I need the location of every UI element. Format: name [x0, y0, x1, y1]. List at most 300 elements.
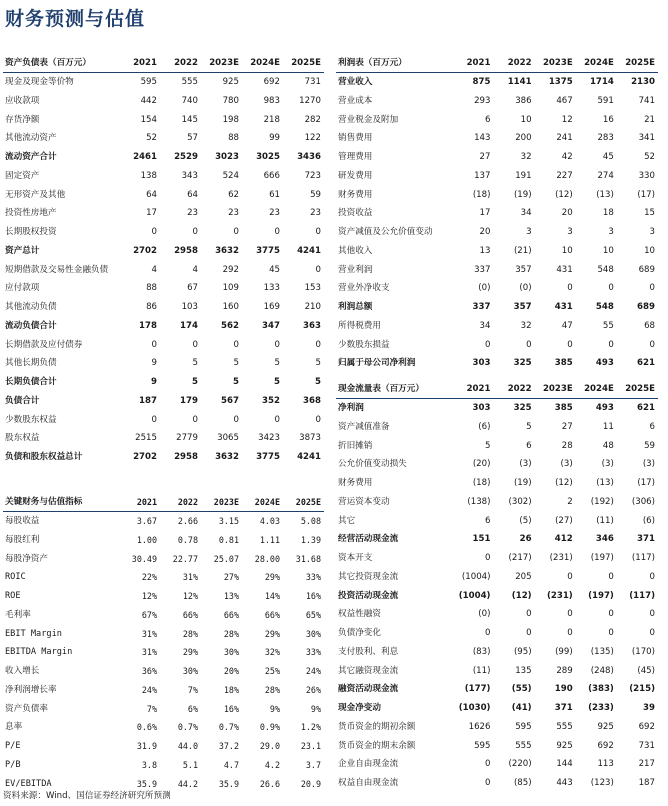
table-row — [3, 354, 324, 373]
cell-value: 292 — [222, 264, 239, 275]
cell-value: (19) — [513, 189, 532, 200]
table-row — [3, 167, 324, 186]
cell-value: 0 — [151, 339, 157, 350]
cell-value: 4.2 — [264, 759, 280, 770]
row-label: 财务费用 — [338, 189, 373, 200]
cell-value: 20 — [479, 227, 491, 238]
table-row — [3, 335, 324, 354]
cell-value: 555 — [181, 77, 198, 88]
row-label: 资产负债率 — [5, 703, 48, 714]
table-row — [3, 549, 324, 568]
table-row — [336, 511, 658, 530]
cell-value: 692 — [597, 740, 614, 751]
cell-value: 368 — [303, 395, 321, 406]
year-header: 2023E — [201, 54, 242, 73]
cell-value: 0 — [526, 609, 532, 620]
table-row — [3, 662, 324, 681]
cell-value: 31.9 — [136, 741, 157, 752]
cell-value: 4.7 — [223, 759, 239, 770]
cell-value: 151 — [472, 534, 491, 545]
cell-value: 689 — [637, 302, 655, 313]
cell-value: (170) — [631, 646, 655, 657]
table-row — [336, 279, 658, 298]
cell-value: 154 — [140, 114, 157, 125]
cell-value: 3.7 — [305, 759, 321, 770]
cell-value: 493 — [595, 403, 614, 414]
cell-value: 66% — [264, 609, 280, 620]
row-label: 其他流动负债 — [5, 302, 57, 313]
row-label: 经营活动现金流 — [338, 534, 399, 545]
table-row — [336, 643, 658, 662]
cell-value: 29% — [264, 572, 280, 583]
cell-value: 0 — [274, 414, 280, 425]
cell-value: 17 — [479, 208, 491, 219]
cell-value: 692 — [638, 721, 655, 732]
cell-value: 595 — [474, 740, 491, 751]
table-row — [336, 680, 658, 699]
cell-value: 0 — [151, 414, 157, 425]
table-row — [336, 298, 658, 317]
cell-value: 0 — [526, 628, 532, 639]
cell-value: 48 — [602, 440, 614, 451]
cell-value: 190 — [554, 684, 573, 695]
cell-value: 0.9% — [259, 722, 280, 733]
cell-value: 0 — [649, 609, 655, 620]
cell-value: 200 — [515, 133, 532, 144]
cell-value: 27 — [479, 152, 491, 163]
row-label: 每股净资产 — [5, 553, 48, 564]
year-header: 2022 — [160, 54, 201, 73]
cell-value: 10 — [520, 114, 532, 125]
cell-value: 621 — [637, 358, 655, 369]
table-row — [336, 493, 658, 512]
cell-value: 5 — [192, 377, 198, 388]
cell-value: 143 — [474, 133, 491, 144]
row-label: EBITDA Margin — [5, 647, 73, 658]
table-header-row — [3, 54, 324, 73]
cell-value: 3873 — [299, 433, 321, 444]
cell-value: 2779 — [176, 433, 198, 444]
cell-value: 30% — [182, 666, 198, 677]
year-header: 2021 — [119, 54, 160, 73]
cell-value: 1626 — [468, 721, 491, 732]
cell-value: 160 — [222, 302, 239, 313]
cell-value: (217) — [508, 553, 532, 564]
cell-value: 0 — [485, 553, 491, 564]
row-label: 长期负债合计 — [5, 377, 57, 388]
table-row — [3, 73, 324, 92]
cell-value: (177) — [464, 684, 491, 695]
cell-value: 346 — [595, 534, 614, 545]
cell-value: (231) — [546, 590, 573, 601]
cell-value: 25.07 — [213, 553, 239, 564]
cell-value: (306) — [631, 496, 655, 507]
cell-value: 3423 — [258, 433, 280, 444]
cell-value: 0 — [608, 339, 614, 350]
table-row — [3, 129, 324, 148]
table-row — [336, 399, 658, 418]
cell-value: 337 — [474, 264, 491, 275]
cell-value: 780 — [222, 95, 239, 106]
table-row — [336, 624, 658, 643]
row-label: 所得税费用 — [338, 320, 381, 331]
cell-value: 0.6% — [136, 722, 157, 733]
cell-value: 26% — [305, 684, 321, 695]
cell-value: (17) — [637, 478, 655, 489]
cell-value: 731 — [638, 740, 655, 751]
cell-value: 52 — [146, 133, 157, 144]
cell-value: 20 — [561, 208, 573, 219]
cell-value: 109 — [222, 283, 239, 294]
table-row — [3, 606, 324, 625]
cell-value: 303 — [472, 403, 491, 414]
cell-value: 0 — [567, 283, 573, 294]
cell-value: 5 — [315, 358, 321, 369]
cell-value: 138 — [140, 170, 157, 181]
cell-value: 47 — [561, 320, 573, 331]
cell-value: (117) — [629, 590, 655, 601]
cell-value: (197) — [588, 590, 614, 601]
balance-sheet-table — [3, 54, 324, 467]
cell-value: 187 — [638, 778, 655, 789]
cell-value: 2958 — [174, 245, 198, 256]
cell-value: 44.2 — [177, 778, 198, 789]
table-row — [336, 436, 658, 455]
cell-value: 23 — [310, 208, 321, 219]
cell-value: 3436 — [297, 152, 321, 163]
cell-value: 88 — [228, 133, 239, 144]
row-label: 权益性融资 — [338, 609, 381, 620]
cell-value: 692 — [263, 77, 280, 88]
table-row — [336, 774, 658, 793]
cell-value: (231) — [549, 553, 573, 564]
cell-value: 303 — [472, 358, 491, 369]
cell-value: 0 — [649, 283, 655, 294]
row-label: 短期借款及交易性金融负债 — [5, 264, 109, 275]
row-label: 营业利润 — [338, 264, 373, 275]
cell-value: 30% — [223, 647, 239, 658]
cell-value: (302) — [508, 496, 532, 507]
cell-value: 1375 — [548, 77, 573, 88]
cell-value: 4 — [151, 264, 157, 275]
cell-value: 325 — [513, 403, 532, 414]
row-label: 权益自由现金流 — [338, 778, 399, 789]
cell-value: 169 — [263, 302, 280, 313]
cell-value: 122 — [304, 133, 321, 144]
cell-value: 3632 — [215, 452, 239, 463]
cell-value: 1.2% — [300, 722, 321, 733]
row-label: P/E — [5, 741, 21, 752]
cell-value: 343 — [181, 170, 198, 181]
table-row — [3, 512, 324, 531]
cell-value: 925 — [556, 740, 573, 751]
cell-value: 1.00 — [136, 534, 157, 545]
cell-value: 34 — [520, 208, 532, 219]
row-label: 应收款项 — [5, 95, 40, 106]
cell-value: 9 — [151, 358, 157, 369]
cell-value: 14% — [264, 591, 280, 602]
cell-value: 42 — [561, 152, 573, 163]
cell-value: 2958 — [174, 452, 198, 463]
cell-value: 57 — [187, 133, 198, 144]
cell-value: 3023 — [215, 152, 239, 163]
row-label: 资产减值及公允价值变动 — [338, 227, 433, 238]
cell-value: (12) — [511, 590, 532, 601]
cell-value: 5.1 — [182, 759, 198, 770]
row-label: 现金净变动 — [338, 703, 381, 714]
cell-value: 1141 — [507, 77, 532, 88]
cell-value: 35.9 — [218, 778, 239, 789]
row-label: 融资活动现金流 — [338, 684, 399, 695]
row-label: 负债合计 — [5, 395, 40, 406]
table-row — [3, 587, 324, 606]
cell-value: 3.8 — [141, 759, 157, 770]
cell-value: 0 — [315, 264, 321, 275]
cell-value: 0 — [315, 339, 321, 350]
cell-value: 2461 — [133, 152, 157, 163]
cell-value: (123) — [590, 778, 614, 789]
cell-value: 5 — [233, 377, 239, 388]
cell-value: 0.7% — [218, 722, 239, 733]
cell-value: 352 — [262, 395, 280, 406]
row-label: 归属于母公司净利润 — [338, 358, 416, 369]
cell-value: 740 — [181, 95, 198, 106]
cell-value: (55) — [511, 684, 532, 695]
cell-value: 26.6 — [259, 778, 280, 789]
cell-value: 371 — [637, 534, 655, 545]
cell-value: 431 — [556, 264, 573, 275]
row-label: 每股收益 — [5, 516, 40, 527]
row-label: 折旧摊销 — [338, 440, 373, 451]
table-row — [336, 204, 658, 223]
cell-value: 0 — [567, 609, 573, 620]
cell-value: 0 — [485, 759, 491, 770]
year-header: 2022 — [493, 380, 534, 399]
table-row — [336, 92, 658, 111]
cell-value: 20% — [223, 666, 239, 677]
row-label: 资本开支 — [338, 553, 373, 564]
table-row — [336, 568, 658, 587]
table-row — [3, 699, 324, 718]
cell-value: (11) — [596, 515, 614, 526]
cell-value: 524 — [222, 170, 239, 181]
cell-value: 282 — [304, 114, 321, 125]
row-label: 资产总计 — [5, 245, 40, 256]
row-label: 研发费用 — [338, 170, 373, 181]
cell-value: 29.0 — [259, 741, 280, 752]
year-header: 2021 — [452, 380, 493, 399]
cell-value: 36% — [141, 666, 157, 677]
cell-value: 13 — [479, 245, 491, 256]
row-label: 收入增长 — [5, 666, 40, 677]
cell-value: (13) — [596, 478, 614, 489]
cell-value: 1.11 — [259, 534, 280, 545]
row-label: P/B — [5, 759, 21, 770]
cell-value: 174 — [180, 320, 198, 331]
table-row — [3, 410, 324, 429]
cell-value: 493 — [595, 358, 614, 369]
cell-value: 412 — [554, 534, 573, 545]
cell-value: 3 — [649, 227, 655, 238]
cell-value: (192) — [590, 496, 614, 507]
cell-value: 67% — [141, 609, 157, 620]
income-statement-table — [336, 54, 658, 373]
row-label: 负债和股东权益总计 — [5, 452, 83, 463]
cell-value: (3) — [560, 459, 573, 470]
cell-value: (3) — [519, 459, 532, 470]
year-header: 2023E — [535, 54, 576, 73]
row-label: EBIT Margin — [5, 628, 62, 639]
row-label: 营业成本 — [338, 95, 373, 106]
cell-value: 591 — [597, 95, 614, 106]
row-label: 公允价值变动损失 — [338, 459, 407, 470]
row-label: 货币资金的期末余额 — [338, 740, 416, 751]
cell-value: 12% — [182, 591, 198, 602]
cell-value: 35.9 — [136, 778, 157, 789]
cell-value: 62 — [228, 189, 239, 200]
cell-value: 27 — [561, 421, 573, 432]
row-label: 流动负债合计 — [5, 320, 57, 331]
cell-value: 10 — [644, 245, 655, 256]
cell-value: 34 — [479, 320, 491, 331]
table-row — [3, 373, 324, 392]
cell-value: 153 — [304, 283, 321, 294]
cell-value: 133 — [263, 283, 280, 294]
cell-value: 337 — [472, 302, 491, 313]
cell-value: 28 — [561, 440, 573, 451]
cell-value: 548 — [595, 302, 614, 313]
table-row — [336, 223, 658, 242]
cell-value: 23.1 — [300, 741, 321, 752]
page-title: 财务预测与估值 — [5, 8, 146, 30]
table-header-row — [336, 380, 658, 399]
cell-value: 9 — [151, 377, 157, 388]
cell-value: 371 — [554, 703, 573, 714]
cell-value: 0 — [274, 227, 280, 238]
cell-value: 0 — [192, 227, 198, 238]
cell-value: (1004) — [461, 571, 491, 582]
row-label: 流动资产合计 — [5, 152, 57, 163]
table-row — [3, 737, 324, 756]
table-row — [3, 681, 324, 700]
cell-value: 3065 — [217, 433, 239, 444]
cell-value: 145 — [181, 114, 198, 125]
cell-value: 6 — [485, 515, 491, 526]
cell-value: 0 — [649, 628, 655, 639]
row-label: 货币资金的期初余额 — [338, 721, 416, 732]
cell-value: 3.15 — [218, 516, 239, 527]
row-label: 息率 — [5, 722, 23, 733]
row-label: 负债净变化 — [338, 628, 381, 639]
cell-value: (85) — [513, 778, 532, 789]
table-row — [336, 586, 658, 605]
cell-value: (220) — [508, 759, 532, 770]
cell-value: 385 — [554, 358, 573, 369]
cell-value: (383) — [588, 684, 614, 695]
cell-value: 0.7% — [177, 722, 198, 733]
cell-value: 16 — [602, 114, 614, 125]
table-title: 利润表（百万元） — [336, 54, 452, 73]
cell-value: 24% — [141, 684, 157, 695]
cell-value: 29% — [182, 647, 198, 658]
table-row — [3, 317, 324, 336]
row-label: 长期借款及应付债券 — [5, 339, 83, 350]
table-row — [336, 530, 658, 549]
cell-value: 241 — [556, 133, 573, 144]
cell-value: (83) — [472, 646, 491, 657]
cell-value: 27% — [223, 572, 239, 583]
row-label: 销售费用 — [338, 133, 373, 144]
cell-value: 0 — [192, 339, 198, 350]
cell-value: (18) — [472, 189, 491, 200]
cell-value: 0 — [567, 339, 573, 350]
cell-value: 67 — [187, 283, 198, 294]
cell-value: 0 — [485, 339, 491, 350]
cell-value: 22% — [141, 572, 157, 583]
row-label: 无形资产及其他 — [5, 189, 66, 200]
table-row — [336, 605, 658, 624]
cell-value: 925 — [222, 77, 239, 88]
cell-value: 0 — [233, 339, 239, 350]
table-row — [336, 260, 658, 279]
cell-value: 5.08 — [300, 516, 321, 527]
cell-value: (21) — [513, 245, 532, 256]
cell-value: 467 — [556, 95, 573, 106]
cell-value: 30.49 — [131, 553, 157, 564]
cell-value: (233) — [588, 703, 614, 714]
cell-value: 179 — [180, 395, 198, 406]
table-row — [3, 624, 324, 643]
table-row — [3, 92, 324, 111]
cell-value: 5 — [526, 421, 532, 432]
cell-value: 24% — [305, 666, 321, 677]
cell-value: 363 — [303, 320, 321, 331]
year-header: 2023E — [535, 380, 576, 399]
cell-value: 25% — [264, 666, 280, 677]
cell-value: 18% — [223, 684, 239, 695]
row-label: 应付款项 — [5, 283, 40, 294]
year-header: 2025E — [283, 493, 324, 512]
row-label: 营业税金及附加 — [338, 114, 399, 125]
row-label: EV/EBITDA — [5, 778, 52, 789]
cell-value: 0 — [485, 628, 491, 639]
cell-value: 689 — [638, 264, 655, 275]
row-label: 固定资产 — [5, 170, 40, 181]
table-row — [336, 335, 658, 354]
row-label: 其它融资现金流 — [338, 665, 399, 676]
cell-value: 15 — [644, 208, 655, 219]
row-label: 财务费用 — [338, 478, 373, 489]
cell-value: 64 — [146, 189, 157, 200]
cell-value: 0 — [233, 414, 239, 425]
cell-value: 3 — [526, 227, 532, 238]
cell-value: 562 — [221, 320, 239, 331]
cell-value: 6 — [526, 440, 532, 451]
cell-value: 13% — [223, 591, 239, 602]
cell-value: 5 — [192, 358, 198, 369]
cell-value: 178 — [139, 320, 157, 331]
cell-value: 0 — [151, 227, 157, 238]
cell-value: 59 — [310, 189, 321, 200]
cell-value: 2515 — [135, 433, 157, 444]
cell-value: 66% — [223, 609, 239, 620]
cell-value: (6) — [478, 421, 491, 432]
cell-value: 18 — [602, 208, 614, 219]
cell-value: 45 — [269, 264, 280, 275]
row-label: 现金及现金等价物 — [5, 77, 74, 88]
cell-value: 3775 — [256, 452, 280, 463]
table-row — [336, 718, 658, 737]
